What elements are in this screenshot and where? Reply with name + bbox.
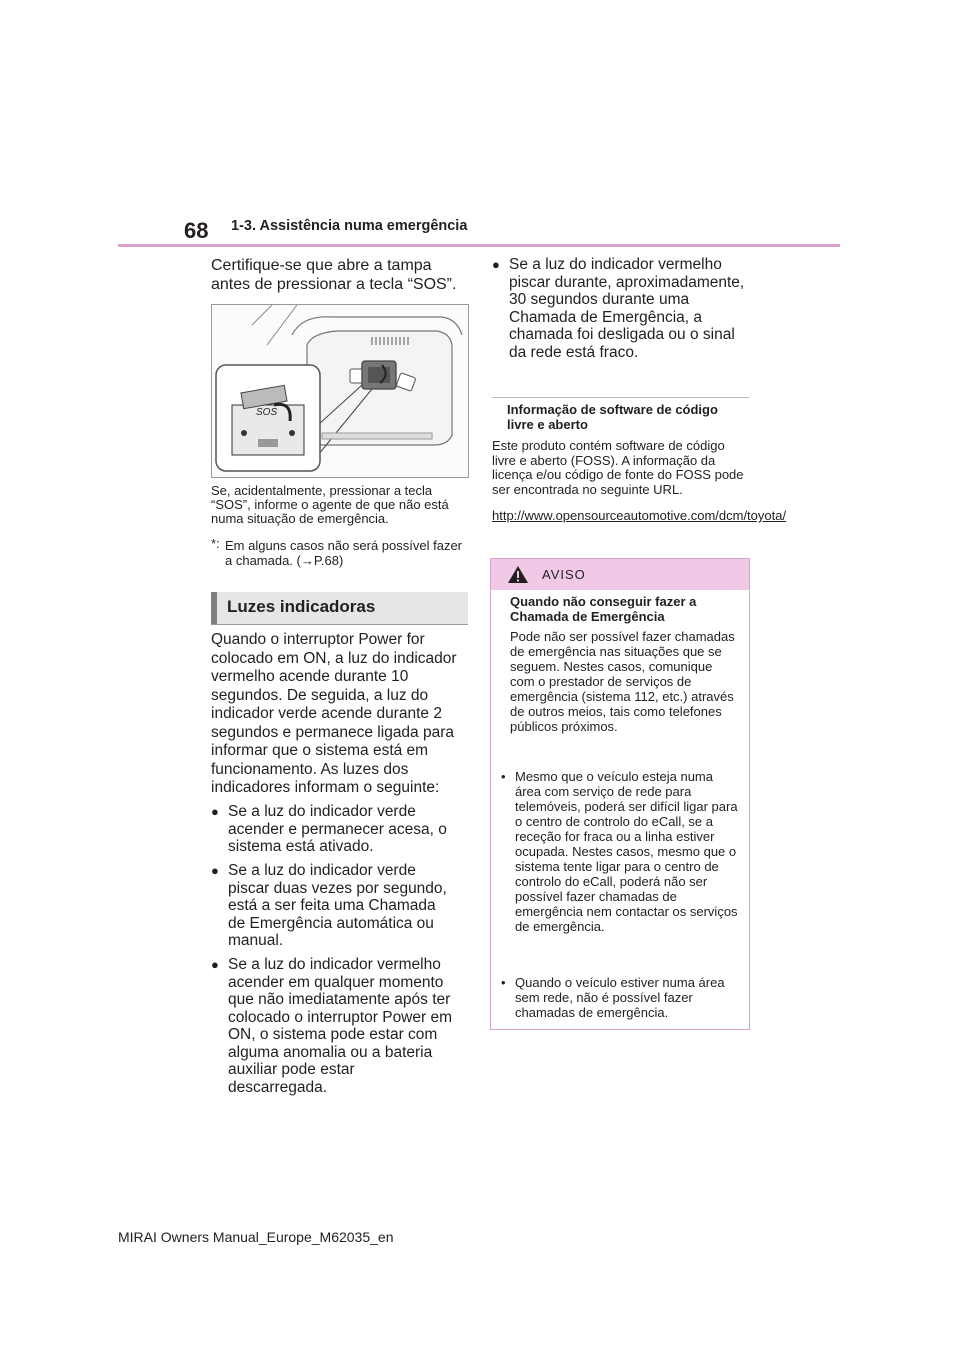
list-item: ● Se a luz do indicador vermelho acender em qualquer momento que não imediatamente após ter colocado o interruptor Power em ON, o sistema pode estar com alguma anomalia ou a bateria auxiliar pode estar descarregada.	[211, 956, 453, 1096]
section-title: 1-3. Assistência numa emergência	[231, 218, 468, 234]
info-text: Este produto contém software de código livre e aberto (FOSS). A informação da licença e/ou código de fonte do FOSS pode ser encontrada no seguinte URL.	[492, 438, 744, 497]
warning-triangle-icon	[507, 565, 529, 584]
figure-caption: Se, acidentalmente, pressionar a tecla “SOS”, informe o agente de que não está numa situação de emergência.	[211, 483, 449, 526]
warning-label: AVISO	[542, 567, 586, 582]
sos-button-illustration	[211, 304, 469, 478]
page-footer: MIRAI Owners Manual_Europe_M62035_en	[118, 1229, 394, 1245]
intro-text: Certifique-se que abre a tampa antes de pressionar a tecla “SOS”.	[211, 257, 457, 293]
list-item: • Mesmo que o veículo esteja numa área com serviço de rede para telemóveis, poderá ser difícil ligar para o centro de controlo do eCall, se a receção for fraca ou a linha estiver ocupada. Nestes casos, mesmo que o sistema tente ligar para o centro de controlo do eCall, poderá não ser possível fazer chamadas de emergência nem contactar os serviços de emergência.	[501, 769, 738, 934]
footnote-text: Em alguns casos não será possível fazer a chamada. (→P.68)	[225, 538, 463, 568]
foss-url-link[interactable]: http://www.opensourceautomotive.com/dcm/toyota/	[492, 508, 787, 523]
warning-header	[491, 559, 749, 590]
info-title: Informação de software de código livre e aberto	[507, 402, 718, 432]
warning-subtitle: Quando não conseguir fazer a Chamada de Emergência	[510, 594, 697, 624]
info-divider	[492, 397, 749, 398]
section-heading-text: Luzes indicadoras	[227, 597, 376, 616]
header-rule	[118, 244, 840, 247]
footnote-mark: *:	[211, 536, 220, 551]
list-item: ● Se a luz do indicador vermelho piscar durante, aproximadamente, 30 segundos durante uma Chamada de Emergência, a chamada foi desligada ou o sinal da rede está fraco.	[492, 256, 745, 361]
footnote	[211, 538, 469, 568]
list-item: ● Se a luz do indicador verde acender e permanecer acesa, o sistema está ativado.	[211, 803, 447, 855]
section-heading	[211, 592, 468, 624]
bullet-mark: •	[501, 769, 506, 784]
sos-label-in-illustration: SOS	[256, 407, 278, 418]
list-item: ● Se a luz do indicador verde piscar duas vezes por segundo, está a ser feita uma Chamada de Emergência automática ou manual.	[211, 862, 447, 949]
filled-circle-icon: ●	[211, 957, 219, 972]
heading-underline	[211, 624, 468, 625]
indicator-paragraph: Quando o interruptor Power for colocado em ON, a luz do indicador vermelho acende durante 10 segundos. De seguida, a luz do indicador verde acende durante 2 segundos e permanece ligada para informar que o sistema está em funcionamento. As luzes dos indicadores informam o seguinte:	[211, 631, 457, 796]
bullet-mark: •	[501, 975, 506, 990]
overhead-console-drawing	[212, 305, 468, 477]
page-number: 68	[184, 218, 209, 243]
warning-paragraph: Pode não ser possível fazer chamadas de emergência nas situações que se seguem. Nestes casos, comunique com o prestador de serviços de emergência (sistema 112, etc.) através de outros meios, tais como telefones públicos próximos.	[510, 629, 735, 734]
filled-circle-icon: ●	[492, 257, 500, 272]
list-item: • Quando o veículo estiver numa área sem rede, não é possível fazer chamadas de emergência.	[501, 975, 725, 1020]
filled-circle-icon: ●	[211, 804, 219, 819]
warning-box	[490, 558, 750, 1030]
filled-circle-icon: ●	[211, 863, 219, 878]
